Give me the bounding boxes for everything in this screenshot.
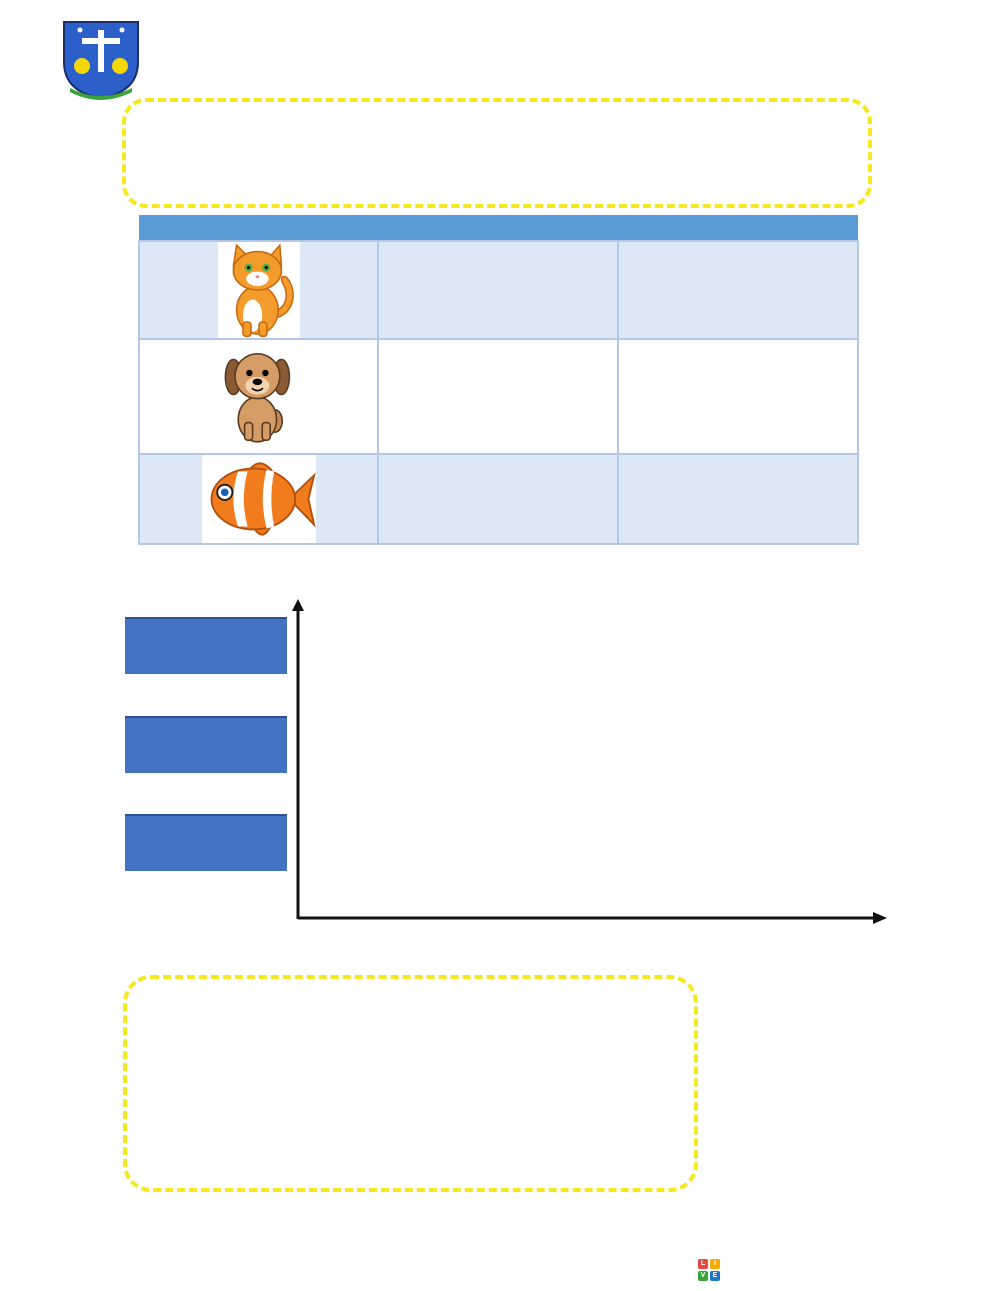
header-total	[618, 215, 858, 241]
cat-icon	[218, 242, 300, 338]
header-animales	[139, 215, 378, 241]
liveworksheets-brand	[698, 1253, 724, 1287]
fish-icon	[202, 455, 316, 543]
header-conteo	[378, 215, 618, 241]
table-header-row	[139, 215, 858, 241]
pictogram-grid[interactable]	[285, 595, 895, 955]
tally-cell	[378, 339, 618, 454]
total-cell	[618, 241, 858, 339]
category-perrito[interactable]	[125, 617, 287, 674]
animal-token-bank	[123, 975, 698, 1192]
tally-cell	[378, 454, 618, 544]
liveworksheets-logo-icon: L I V E	[698, 1259, 720, 1281]
category-pez[interactable]	[125, 814, 287, 871]
data-table	[138, 215, 859, 545]
table-row	[139, 241, 858, 339]
x-axis-arrow	[873, 912, 887, 924]
table-row	[139, 454, 858, 544]
dog-cell	[139, 339, 378, 454]
total-cell	[618, 339, 858, 454]
category-gatito[interactable]	[125, 716, 287, 773]
fish-cell	[139, 454, 378, 544]
school-crest-icon	[60, 18, 142, 100]
tally-cell	[378, 241, 618, 339]
total-cell	[618, 454, 858, 544]
cat-cell	[139, 241, 378, 339]
instructions-box	[122, 98, 872, 208]
y-axis-arrow	[292, 599, 304, 611]
table-row	[139, 339, 858, 454]
dog-icon	[219, 343, 299, 451]
